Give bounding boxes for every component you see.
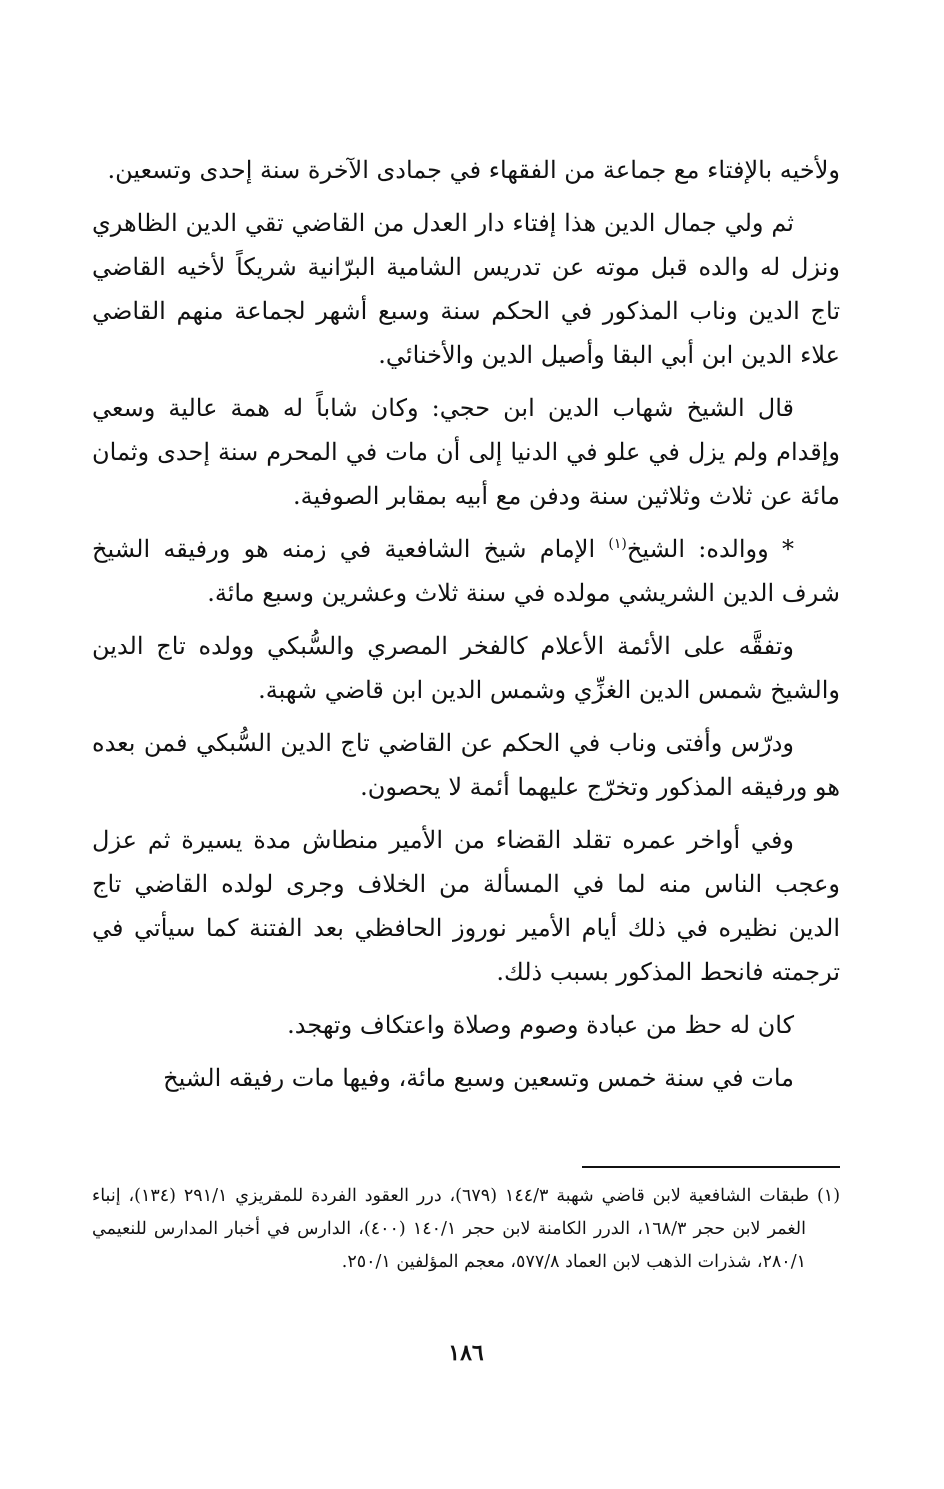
- paragraph-9: مات في سنة خمس وتسعين وسبع مائة، وفيها مات رفيقه الشيخ: [163, 1064, 794, 1092]
- paragraph-4: [92, 527, 840, 615]
- paragraph-7: وفي أواخر عمره تقلد القضاء من الأمير منطاش مدة يسيرة ثم عزل وعجب الناس منه لما في المسألة من الخلاف وجرى لولده القاضي تاج الدين نظيره في ذلك أيام الأمير نوروز الحافظي بعد الفتنة كما سيأتي في ترجمته فانحط المذكور بسبب ذلك.: [92, 826, 840, 986]
- paragraph-8: كان له حظ من عبادة وصوم وصلاة واعتكاف وتهجد.: [287, 1011, 794, 1039]
- document-page: [92, 148, 840, 1408]
- paragraph-4-rest: الإمام شيخ الشافعية في زمنه هو ورفيقه الشيخ شرف الدين الشريشي مولده في سنة ثلاث وعشرين وسبع مائة.: [92, 535, 840, 607]
- footnote-reference[interactable]: (١): [608, 536, 627, 552]
- footnote-divider: [582, 1166, 840, 1168]
- paragraph-6: ودرّس وأفتى وناب في الحكم عن القاضي تاج الدين السُّبكي فمن بعده هو ورفيقه المذكور وتخرّج عليهما أئمة لا يحصون.: [92, 729, 840, 801]
- paragraph-3: قال الشيخ شهاب الدين ابن حجي: وكان شاباً له همة عالية وسعي وإقدام ولم يزل في علو في الدنيا إلى أن مات في المحرم سنة إحدى وثمان مائة عن ثلاث وثلاثين سنة ودفن مع أبيه بمقابر الصوفية.: [92, 394, 840, 510]
- paragraph-1: ولأخيه بالإفتاء مع جماعة من الفقهاء في جمادى الآخرة سنة إحدى وتسعين.: [107, 156, 840, 184]
- footnote-1: (١) طبقات الشافعية لابن قاضي شهبة ١٤٤/٣ (٦٧٩)، درر العقود الفردة للمقريزي ٢٩١/١ (١٣٤)، إنباء الغمر لابن حجر ١٦٨/٣، الدرر الكامنة لابن حجر ١٤٠/١ (٤٠٠)، الدارس في أخبار المدارس للنعيمي ٢٨٠/١، شذرات الذهب لابن العماد ٥٧٧/٨، معجم المؤلفين ٢٥٠/١.: [92, 1186, 841, 1272]
- body-text: [92, 148, 840, 1100]
- footnotes-section: [92, 1180, 840, 1279]
- paragraph-5: وتفقَّه على الأئمة الأعلام كالفخر المصري والسُّبكي وولده تاج الدين والشيخ شمس الدين الغزِّي وشمس الدين ابن قاضي شهبة.: [92, 632, 840, 704]
- paragraph-2: ثم ولي جمال الدين هذا إفتاء دار العدل من القاضي تقي الدين الظاهري ونزل له والده قبل موته عن تدريس الشامية البرّانية شريكاً لأخيه القاضي تاج الدين وناب المذكور في الحكم سنة وسبع أشهر لجماعة منهم القاضي علاء الدين ابن أبي البقا وأصيل الدين والأخنائي.: [92, 209, 840, 369]
- page-number: ١٨٦: [448, 1340, 484, 1366]
- paragraph-4-lead: * ووالده: الشيخ: [626, 535, 794, 563]
